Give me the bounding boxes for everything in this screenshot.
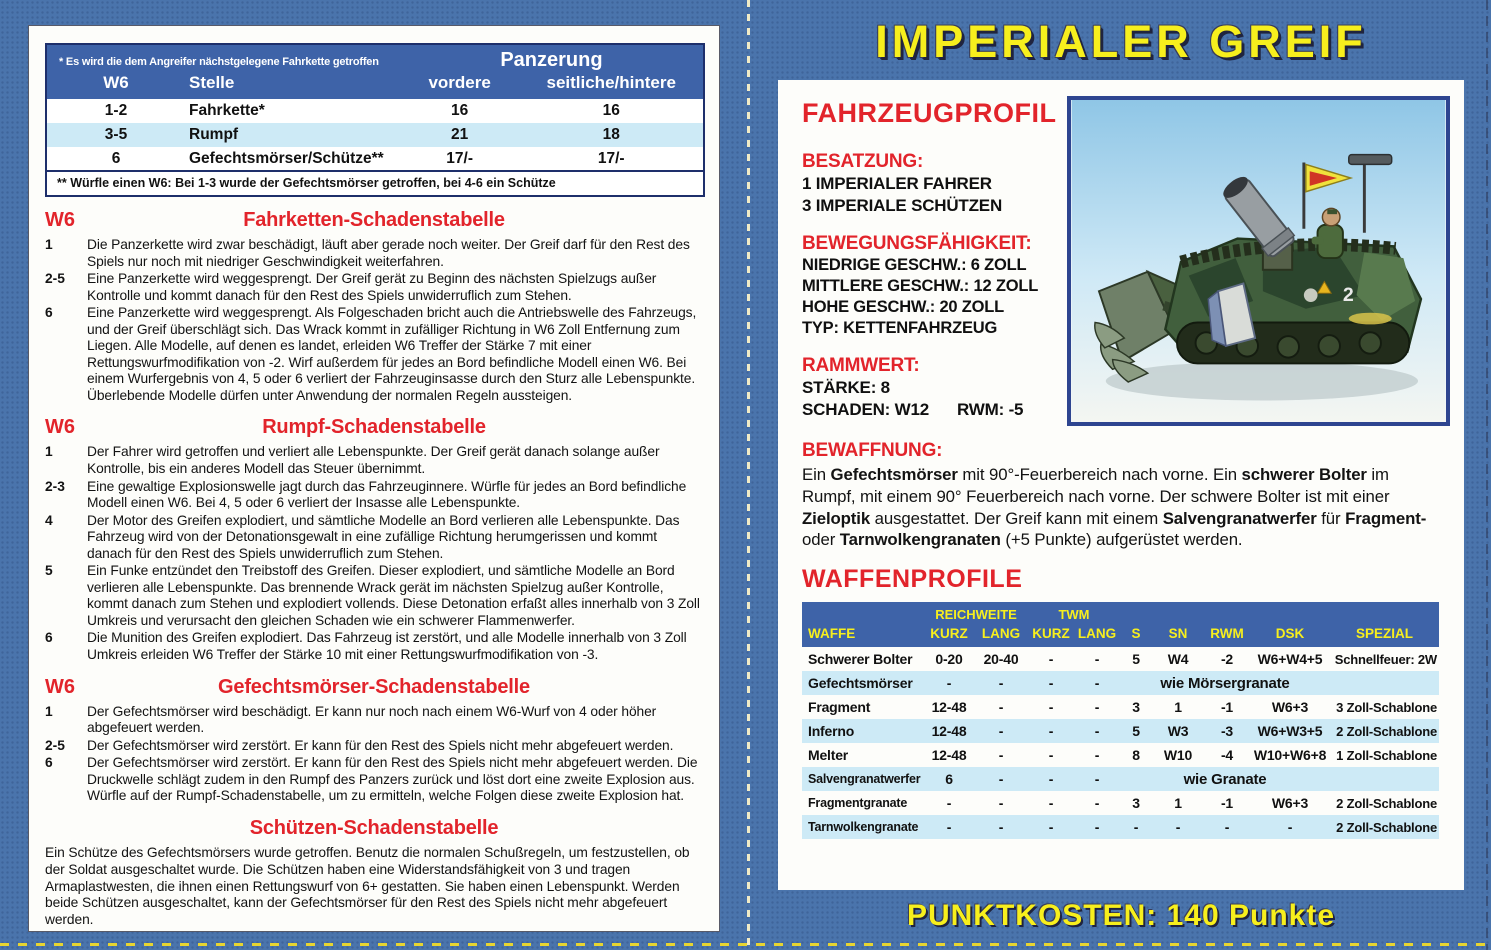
cell-twm-long: -	[1094, 795, 1100, 812]
cell-range-long: -	[998, 795, 1004, 812]
cell-twm-short: -	[1048, 699, 1054, 716]
cell-rwm: -1	[1220, 699, 1234, 716]
weapon-row	[802, 719, 1439, 743]
cell-twm-short: -	[1048, 747, 1054, 764]
weapon-name: Schwerer Bolter	[808, 651, 913, 668]
armament-text: ausgestattet. Der Greif kann mit einem	[870, 508, 1163, 528]
section-title: Rumpf-Schadenstabelle	[262, 416, 486, 439]
vehicle-photo-illustration	[1071, 100, 1446, 422]
cell-range-long: -	[998, 819, 1004, 836]
col-header-seitliche: seitliche/hintere	[546, 73, 676, 92]
section-fahrketten	[45, 209, 703, 404]
armor-footnote-header: * Es wird die dem Angreifer nächstgelegene Fahrkette getroffen	[59, 56, 379, 68]
damage-item	[45, 479, 703, 512]
weapon-row	[802, 647, 1439, 671]
spec-column	[802, 151, 1074, 420]
damage-text: Ein Funke entzündet den Treibstoff des Greifen. Dieser explodiert, und sämtliche Modelle an Bord verlieren alle Lebenspunkte. Das brennende Wrack gerät im nächsten Spielzug außer Kontrolle, kommt danach zum Stehen und explodiert vollends. Diese Detonation erfaßt alles innerhalb von 3 Zoll Umkreis und verursacht den gleichen Schaden wie ein schwerer Flammenwerfer.	[87, 563, 700, 628]
cell-range-short: 6	[945, 771, 953, 788]
damage-item	[45, 237, 703, 270]
damage-text: Die Panzerkette wird zwar beschädigt, läuft aber gerade noch weiter. Der Greif darf für den Rest des Spiels nur noch mit niedriger Geschwindigkeit weiterfahren.	[87, 237, 690, 269]
section-schuetzen	[45, 817, 703, 929]
speed-line: HOHE GESCHW.: 20 ZOLL	[802, 297, 1005, 316]
cell-twm-short: -	[1048, 771, 1054, 788]
damage-item	[45, 305, 703, 404]
damage-tables-panel	[28, 25, 720, 932]
header-twm: TWM	[1058, 607, 1090, 623]
col-header-vordere: vordere	[428, 73, 491, 92]
armament-text-bold: Fragment-	[1345, 508, 1427, 528]
damage-text: Der Fahrer wird getroffen und verliert alle Lebenspunkte. Der Greif gerät danach solange außer Kontrolle, bis ein anderes Modell das Steuer übernimmt.	[87, 444, 660, 477]
header-sn: SN	[1168, 626, 1188, 642]
cell-stelle: Gefechtsmörser/Schütze**	[189, 149, 384, 167]
cell-s: 8	[1132, 747, 1140, 764]
cell-sn: 1	[1174, 699, 1182, 716]
cell-spezial: 2 Zoll-Schablone	[1336, 795, 1437, 811]
damage-item	[45, 563, 703, 629]
cell-stelle: Fahrkette*	[189, 102, 265, 119]
armament-text-bold: Tarnwolkengranaten	[839, 530, 1001, 550]
bewegung-label: BEWEGUNGSFÄHIGKEIT:	[802, 232, 1032, 254]
weapon-name: Gefechtsmörser	[808, 675, 913, 692]
damage-text: Die Munition des Greifen explodiert. Das Fahrzeug ist zerstört, und alle Modelle innerhalb von 3 Zoll Umkreis erleiden W6 Treffer der Stärke 10 mit einer Rettungswurfmodifikation von -3.	[87, 630, 687, 663]
section-title: Fahrketten-Schadenstabelle	[243, 209, 505, 231]
cell-twm-long: -	[1094, 675, 1100, 692]
cell-twm-long: -	[1094, 819, 1100, 836]
cell-dsk: W6+3	[1271, 795, 1309, 812]
dice-roll: 2-5	[45, 271, 65, 287]
cell-twm-long: -	[1094, 771, 1100, 788]
dice-label: W6	[45, 209, 75, 231]
cell-twm-short: -	[1048, 819, 1054, 836]
bottom-cut-line	[0, 943, 1491, 946]
weapon-name: Tarnwolkengranate	[808, 820, 919, 835]
cell-dsk: W6+W3+5	[1257, 723, 1323, 740]
cell-rwm: -3	[1220, 723, 1234, 740]
header-waffe: WAFFE	[808, 626, 856, 642]
cell-seitliche: 16	[602, 102, 620, 119]
cell-sn: -	[1175, 819, 1181, 836]
weapon-name: Fragment	[808, 699, 871, 716]
damage-item	[45, 271, 703, 304]
cell-vordere: 21	[451, 126, 469, 143]
cell-range-short: -	[946, 795, 952, 812]
cell-sn: W10	[1163, 747, 1193, 764]
cell-span-note: wie Mörsergranate	[1160, 674, 1290, 692]
armor-table	[45, 43, 705, 197]
damage-item	[45, 755, 703, 805]
cell-range-short: -	[946, 675, 952, 692]
cell-dsk: W6+3	[1271, 699, 1309, 716]
speed-line: TYP: KETTENFAHRZEUG	[802, 318, 998, 337]
damage-text: Der Gefechtsmörser wird zerstört. Er kann für den Rest des Spiels nicht mehr abgefeuert werden. Die Druckwelle schlägt zudem in den Rumpf des Panzers zurück und löst dort eine zweite Explosion aus. Würfle auf der Rumpf-Schadenstabelle, um zu ermitteln, welche Folgen diese zweite Explosion hat.	[87, 755, 698, 804]
armament-paragraph	[802, 464, 1440, 551]
cell-range-short: 12-48	[931, 723, 967, 740]
cell-rwm: -1	[1220, 795, 1234, 812]
weapons-heading: WAFFENPROFILE	[802, 565, 1023, 594]
crew-line: 3 IMPERIALE SCHÜTZEN	[802, 195, 1003, 215]
model-shadow	[1106, 362, 1418, 401]
armament-text: mit 90°-Feuerbereich nach vorne. Ein	[957, 465, 1242, 485]
armament-section	[802, 440, 1440, 551]
weapon-row	[802, 671, 1439, 695]
cell-twm-short: -	[1048, 651, 1054, 668]
dice-roll: 1	[45, 444, 53, 460]
dice-roll: 1	[45, 703, 53, 719]
cell-stelle: Rumpf	[189, 126, 239, 143]
cell-s: 5	[1132, 651, 1140, 668]
cell-w6: 6	[111, 149, 121, 167]
weapons-table	[802, 602, 1439, 839]
ram-strength-line: STÄRKE: 8	[802, 377, 890, 397]
cell-s: -	[1133, 819, 1139, 836]
header-lang: LANG	[981, 626, 1021, 642]
cell-w6: 1-2	[104, 102, 128, 119]
cell-dsk: W10+W6+8	[1253, 747, 1327, 764]
cell-sn: W3	[1167, 723, 1189, 740]
speed-line: MITTLERE GESCHW.: 12 ZOLL	[802, 276, 1039, 295]
table-row	[46, 147, 704, 171]
hull-marking-number: 2	[1342, 284, 1354, 307]
cell-vordere: 17/-	[446, 149, 473, 167]
cell-range-short: 12-48	[931, 699, 967, 716]
dice-roll: 2-5	[45, 737, 65, 753]
weapon-row	[802, 767, 1439, 791]
dice-roll: 6	[45, 630, 53, 646]
damage-text: Eine Panzerkette wird weggesprengt. Als Folgeschaden bricht auch die Antriebswelle des Fahrzeugs, und der Greif überschlägt sich. Das Wrack kommt in zufälliger Richtung in W6 Zoll Entfernung zum Liegen. Alle Modelle, auf denen es landet, erleiden W6 Treffer der Stärke 7 mit einer Rettungswurfmodifikation von -2. Wirf außerdem für jedes an Bord befindliche Modell einen W6. Bei einem Wurfergebnis von 4, 5 oder 6 verliert der Fahrzeuginsasse durch den Sturz alle Lebenspunkte. Überlebende Modelle dürfen unter Anwendung der normalen Regeln aussteigen.	[87, 305, 697, 403]
cell-range-short: -	[946, 819, 952, 836]
header-kurz: KURZ	[1032, 626, 1070, 642]
cell-dsk: -	[1287, 819, 1293, 836]
cell-range-long: -	[998, 747, 1004, 764]
damage-item	[45, 738, 703, 755]
dice-roll: 5	[45, 563, 53, 579]
header-spezial: SPEZIAL	[1355, 626, 1413, 642]
weapon-name: Inferno	[808, 723, 855, 740]
cell-sn: W4	[1167, 651, 1189, 668]
damage-text: Eine Panzerkette wird weggesprengt. Der Greif gerät zu Beginn des nächsten Spielzugs außer Kontrolle und kommt danach für den Rest des Spiels unwiderruflich zum Stehen.	[87, 271, 657, 303]
section-title: Gefechtsmörser-Schadenstabelle	[218, 675, 530, 698]
cell-rwm: -2	[1220, 651, 1234, 668]
damage-text: Der Gefechtsmörser wird beschädigt. Er kann nur noch nach einem W6-Wurf von 4 oder höher abgefeuert werden.	[87, 703, 657, 736]
cell-seitliche: 18	[602, 126, 620, 143]
weapon-row	[802, 815, 1439, 839]
dice-label: W6	[45, 675, 75, 698]
tank-hull	[1165, 239, 1421, 364]
damage-item	[45, 630, 703, 663]
cell-twm-long: -	[1094, 699, 1100, 716]
cell-twm-long: -	[1094, 651, 1100, 668]
section-title: Schützen-Schadenstabelle	[249, 816, 499, 839]
cell-spezial: 3 Zoll-Schablone	[1336, 699, 1437, 715]
weapon-name: Salvengranatwerfer	[808, 772, 921, 787]
armament-text: (+5 Punkte) aufgerüstet werden.	[1000, 530, 1243, 550]
damage-item	[45, 704, 703, 737]
header-kurz: KURZ	[930, 626, 968, 642]
center-cut-line	[747, 0, 750, 950]
cell-sn: 1	[1174, 795, 1182, 812]
cell-s: 3	[1132, 795, 1140, 812]
profile-heading: FAHRZEUGPROFIL	[802, 98, 1057, 128]
armament-text-bold: Salvengranatwerfer	[1162, 508, 1317, 528]
cell-twm-short: -	[1048, 723, 1054, 740]
dice-roll: 2-3	[45, 478, 65, 494]
bewaffnung-label: BEWAFFNUNG:	[802, 440, 943, 462]
cell-twm-short: -	[1048, 675, 1054, 692]
ram-damage-value: SCHADEN: W12	[802, 399, 930, 419]
armament-text: im Rumpf, mit einem 90° Feuerbereich nach vorne. Der schwere Bolter ist mit einer	[802, 465, 1390, 507]
cell-vordere: 16	[451, 102, 469, 119]
section-moerser	[45, 676, 703, 805]
vehicle-photo	[1067, 96, 1450, 426]
weapon-name: Melter	[808, 747, 849, 764]
crew-line: 1 IMPERIALER FAHRER	[802, 174, 992, 193]
dice-roll: 1	[45, 237, 53, 252]
header-s: S	[1131, 626, 1141, 642]
cell-range-long: -	[998, 771, 1004, 788]
cell-w6: 3-5	[104, 126, 128, 143]
armament-text: oder	[802, 530, 840, 550]
header-lang: LANG	[1077, 626, 1117, 642]
points-cost-banner: PUNKTKOSTEN: 140 Punkte	[906, 899, 1336, 932]
armor-group-header: Panzerung	[500, 49, 603, 71]
right-cut-line	[1486, 0, 1488, 950]
damage-item	[45, 513, 703, 563]
armament-text: für	[1316, 508, 1346, 528]
cell-rwm: -	[1224, 819, 1230, 836]
dice-roll: 6	[45, 755, 53, 771]
cell-span-note: wie Granate	[1183, 770, 1267, 788]
damage-text: Ein Schütze des Gefechtsmörsers wurde getroffen. Benutz die normalen Schußregeln, um festzustellen, ob der Soldat ausgeschaltet wurde. Die Schützen haben eine Widerstandsfähigkeit von 3 und tragen Armaplastwesten, die ihnen einen Rettungswurf von 6+ gestatten. Sie haben einen Lebenspunkt. Werden beide Schützen ausgeschaltet, kann der Gefechtsmörser für den Rest des Spiels nicht mehr abgefeuert werden.	[45, 844, 690, 928]
weapon-row	[802, 743, 1439, 767]
cell-seitliche: 17/-	[597, 149, 625, 167]
cell-s: 3	[1132, 699, 1140, 716]
weapon-row	[802, 791, 1439, 815]
armor-table-header	[46, 44, 704, 99]
cell-s: 5	[1132, 723, 1140, 740]
table-row	[46, 123, 704, 147]
col-header-w6: W6	[103, 73, 129, 92]
armament-text-bold: Zieloptik	[802, 508, 871, 528]
weapon-row	[802, 695, 1439, 719]
damage-text: Der Motor des Greifen explodiert, und sämtliche Modelle an Bord verlieren alle Lebenspunkte. Das Fahrzeug wird von der Detonationsgewalt in eine zufällige Richtung herumgerissen und kommt danach für den Rest des Spiels unwiderruflich zum Stehen.	[87, 512, 680, 561]
cell-twm-short: -	[1048, 795, 1054, 812]
weapon-name: Fragmentgranate	[808, 796, 908, 811]
cell-range-long: -	[998, 723, 1004, 740]
damage-text: Eine gewaltige Explosionswelle jagt durch das Fahrzeuginnere. Würfle für jedes an Bord befindliche Modell einen W6. Bei 4, 5 oder 6 verliert der Insasse alle Lebenspunkte.	[87, 478, 687, 511]
cell-range-long: 20-40	[983, 651, 1019, 668]
cell-range-long: -	[998, 699, 1004, 716]
damage-item	[45, 444, 703, 477]
header-rwm: RWM	[1210, 626, 1244, 642]
col-header-stelle: Stelle	[189, 73, 235, 92]
dice-roll: 4	[45, 512, 53, 528]
cell-range-short: 0-20	[935, 651, 963, 668]
armor-footnote: ** Würfle einen W6: Bei 1-3 wurde der Gefechtsmörser getroffen, bei 4-6 ein Schütze	[46, 171, 704, 196]
weapons-table-header	[802, 602, 1439, 647]
cell-spezial: 2 Zoll-Schablone	[1336, 819, 1437, 835]
dice-label: W6	[45, 416, 75, 439]
besatzung-label: BESATZUNG:	[802, 151, 924, 172]
header-reichweite: REICHWEITE	[935, 607, 1017, 623]
dice-roll: 6	[45, 305, 53, 321]
damage-text: Der Gefechtsmörser wird zerstört. Er kann für den Rest des Spiels nicht mehr abgefeuert werden.	[87, 737, 674, 753]
armament-text-bold: schwerer Bolter	[1241, 465, 1367, 485]
section-rumpf	[45, 416, 703, 663]
cell-range-short: 12-48	[931, 747, 967, 764]
armament-text: Ein	[802, 465, 831, 485]
cell-spezial	[1330, 671, 1439, 695]
cell-dsk: W6+W4+5	[1257, 651, 1323, 668]
table-row	[46, 99, 704, 123]
armament-text-bold: Gefechtsmörser	[830, 465, 958, 485]
page-title: IMPERIALER GREIF	[875, 16, 1367, 67]
cell-spezial: 1 Zoll-Schablone	[1336, 747, 1437, 763]
cell-spezial: 2 Zoll-Schablone	[1336, 723, 1437, 739]
cell-rwm: -4	[1220, 747, 1234, 764]
ram-rwm-value: RWM: -5	[957, 399, 1024, 419]
rammwert-label: RAMMWERT:	[802, 354, 920, 376]
cell-twm-long: -	[1094, 747, 1100, 764]
vehicle-profile-panel	[778, 80, 1464, 890]
cell-spezial: Schnellfeuer: 2W	[1334, 651, 1437, 667]
speed-line: NIEDRIGE GESCHW.: 6 ZOLL	[802, 255, 1027, 274]
cell-twm-long: -	[1094, 723, 1100, 740]
cell-range-long: -	[998, 675, 1004, 692]
header-dsk: DSK	[1275, 626, 1305, 642]
cell-spezial	[1330, 767, 1439, 791]
